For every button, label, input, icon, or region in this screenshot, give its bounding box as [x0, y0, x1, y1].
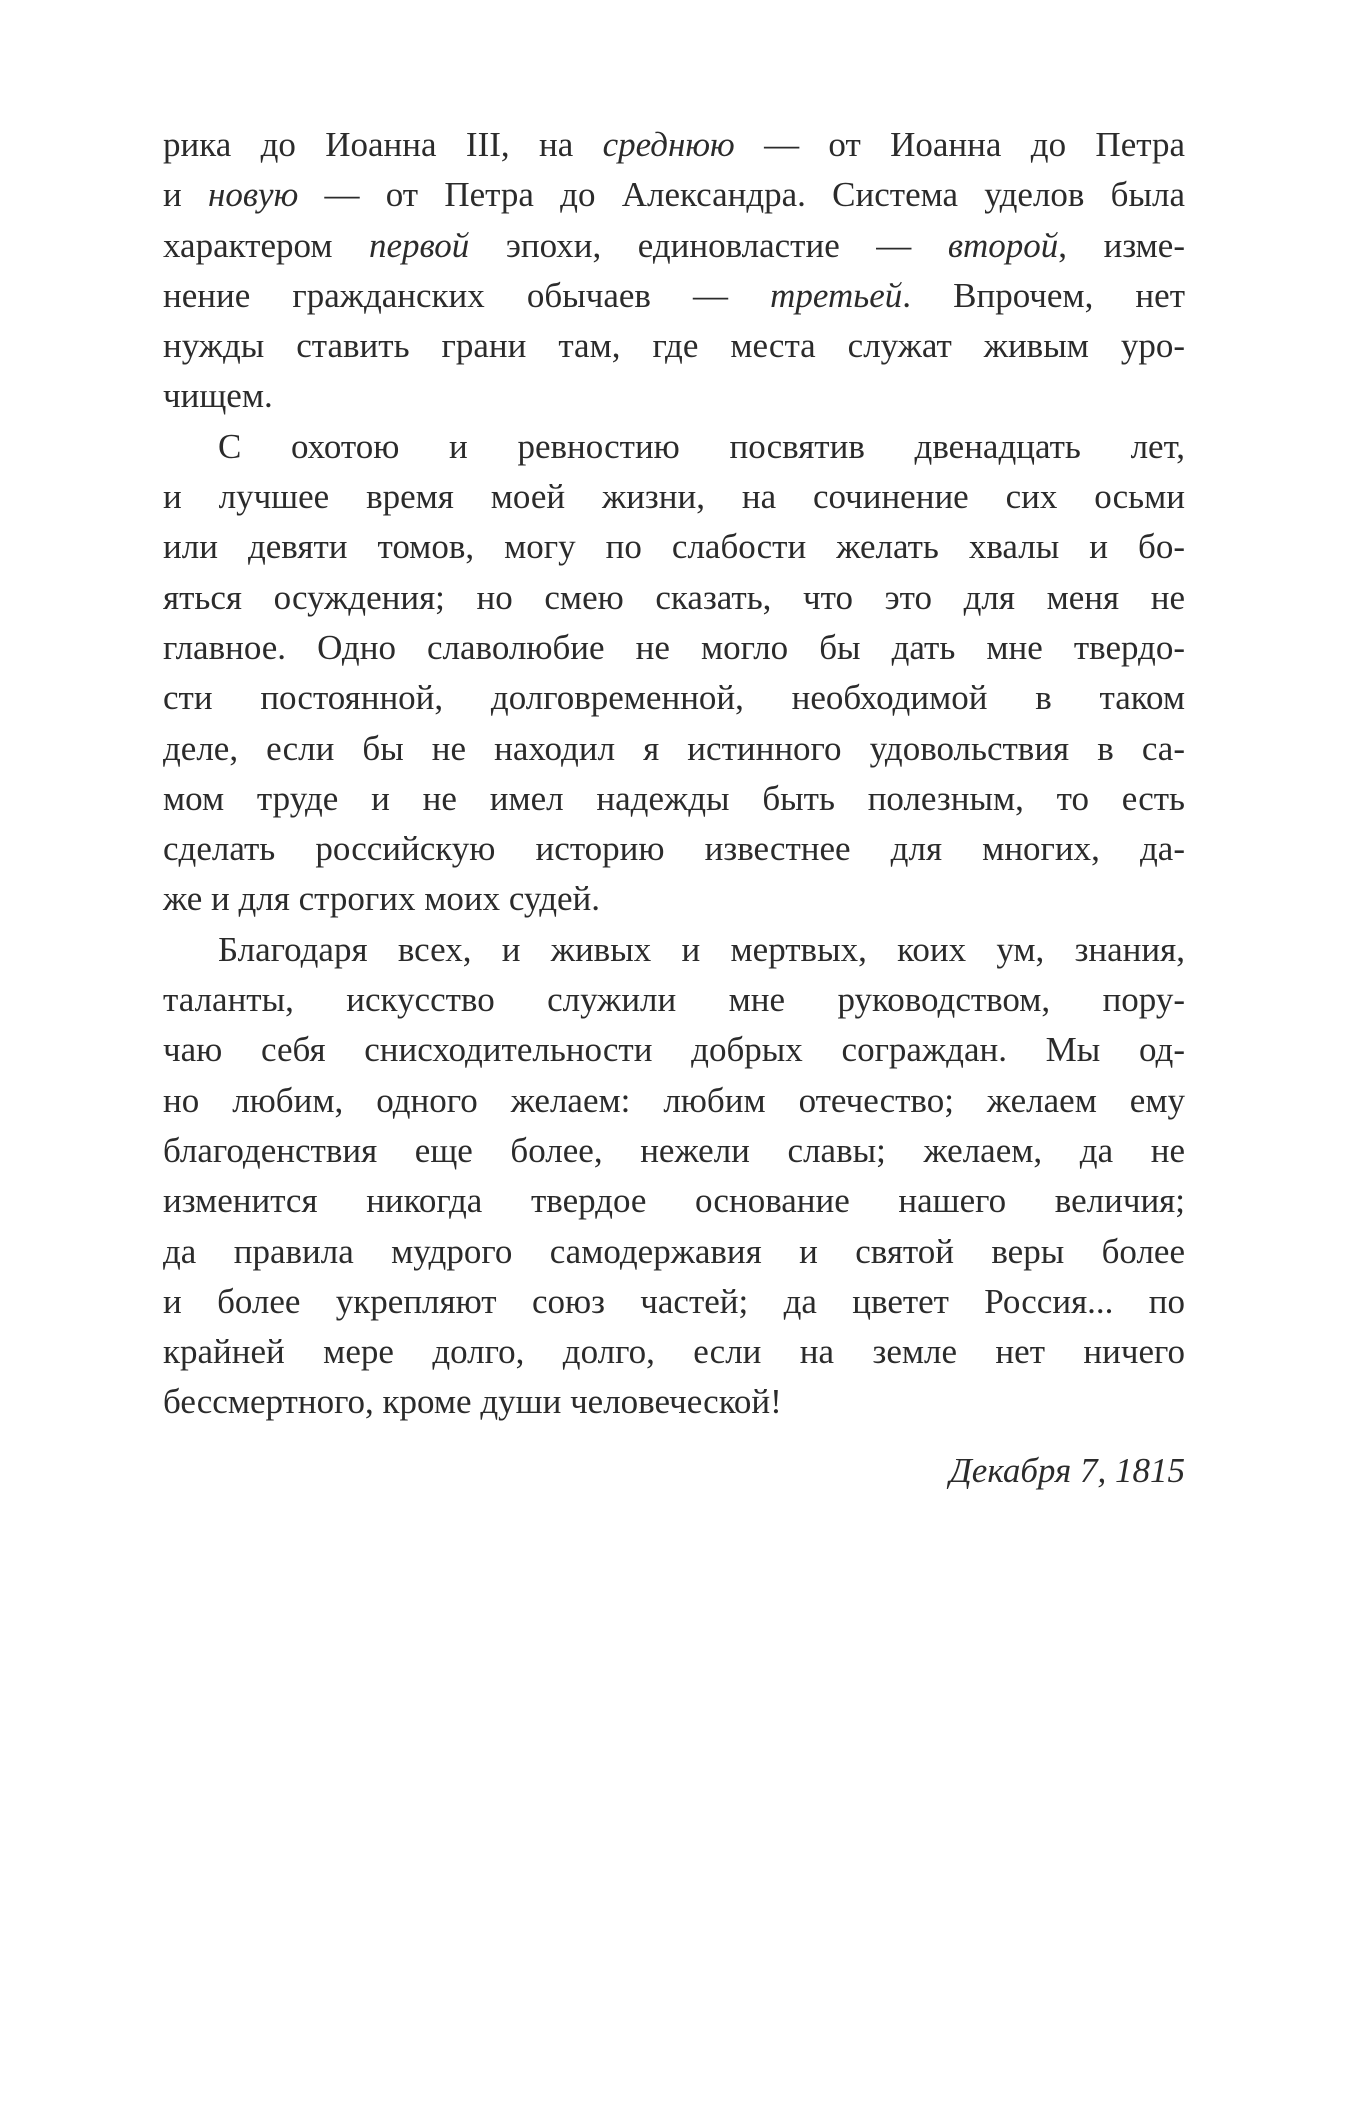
text-line	[163, 221, 1185, 271]
text-line	[163, 422, 1185, 472]
text-segment: же и для строгих моих судей.	[163, 879, 601, 919]
text-segment: нужды ставить грани там, где места служат живым уро-	[163, 326, 1185, 366]
text-line	[163, 1126, 1185, 1176]
text-segment: таланты, искусство служили мне руководством, пору-	[163, 980, 1185, 1020]
text-segment: . Впрочем, нет	[902, 275, 1185, 315]
text-line	[163, 522, 1185, 572]
text-line	[163, 975, 1185, 1025]
text-line	[163, 774, 1185, 824]
text-segment: сделать российскую историю известнее для многих, да-	[163, 829, 1185, 869]
text-line	[163, 1076, 1185, 1126]
text-line	[163, 623, 1185, 673]
text-line	[163, 1227, 1185, 1277]
text-segment: и более укрепляют союз частей; да цветет Россия... по	[163, 1281, 1185, 1321]
text-line	[163, 1327, 1185, 1377]
text-segment: да правила мудрого самодержавия и святой веры более	[163, 1231, 1185, 1271]
body-text	[163, 120, 1185, 1428]
paragraph	[163, 422, 1185, 925]
text-line	[163, 925, 1185, 975]
text-line	[163, 824, 1185, 874]
text-segment: рика до Иоанна III, на	[163, 125, 603, 164]
text-segment: чищем.	[163, 376, 273, 416]
italic-text: среднюю	[602, 125, 735, 164]
text-segment: Благодаря всех, и живых и мертвых, коих ум, знания,	[218, 929, 1185, 969]
text-segment: , изме-	[1058, 225, 1185, 265]
text-segment: С охотою и ревностию посвятив двенадцать лет,	[218, 426, 1185, 466]
text-line	[163, 1025, 1185, 1075]
text-segment: чаю себя снисходительности добрых сограждан. Мы од-	[163, 1030, 1185, 1070]
text-line	[163, 1277, 1185, 1327]
text-segment: — от Иоанна до Петра	[734, 125, 1185, 164]
text-segment: изменится никогда твердое основание нашего величия;	[163, 1181, 1185, 1221]
italic-text: новую	[207, 175, 299, 215]
text-segment: но любим, одного желаем: любим отечество; желаем ему	[163, 1080, 1185, 1120]
text-segment: главное. Одно славолюбие не могло бы дать мне твердо-	[163, 627, 1185, 667]
text-segment: благоденствия еще более, нежели славы; желаем, да не	[163, 1130, 1185, 1170]
italic-text: второй	[947, 225, 1059, 265]
text-segment: деле, если бы не находил я истинного удовольствия в са-	[163, 728, 1185, 768]
text-segment: или девяти томов, могу по слабости желать хвалы и бо-	[163, 527, 1185, 567]
text-line	[163, 1176, 1185, 1226]
text-segment: и	[163, 175, 208, 215]
text-line	[163, 321, 1185, 371]
text-line	[163, 271, 1185, 321]
text-segment: и лучшее время моей жизни, на сочинение сих осьми	[163, 477, 1185, 517]
text-line	[163, 724, 1185, 774]
text-segment: мом труде и не имел надежды быть полезным, то есть	[163, 778, 1185, 818]
text-line	[163, 573, 1185, 623]
text-segment: яться осуждения; но смею сказать, что это для меня не	[163, 577, 1185, 617]
text-line	[163, 120, 1185, 170]
text-line	[163, 472, 1185, 522]
paragraph	[163, 120, 1185, 422]
text-segment: сти постоянной, долговременной, необходимой в таком	[163, 678, 1185, 718]
italic-text: третьей	[770, 275, 903, 315]
text-line	[163, 371, 1185, 421]
text-line	[163, 1377, 1185, 1427]
text-line	[163, 170, 1185, 220]
text-segment: — от Петра до Александра. Система уделов была	[298, 175, 1185, 215]
italic-text: первой	[369, 225, 470, 265]
paragraph	[163, 925, 1185, 1428]
text-segment: нение гражданских обычаев —	[163, 275, 771, 315]
date-signature: Декабря 7, 1815	[949, 1451, 1185, 1490]
text-segment: эпохи, единовластие —	[469, 225, 948, 265]
text-line	[163, 673, 1185, 723]
text-segment: бессмертного, кроме души человеческой!	[163, 1382, 782, 1422]
text-segment: характером	[163, 225, 370, 265]
text-line	[163, 874, 1185, 924]
text-segment: крайней мере долго, долго, если на земле нет ничего	[163, 1332, 1185, 1372]
